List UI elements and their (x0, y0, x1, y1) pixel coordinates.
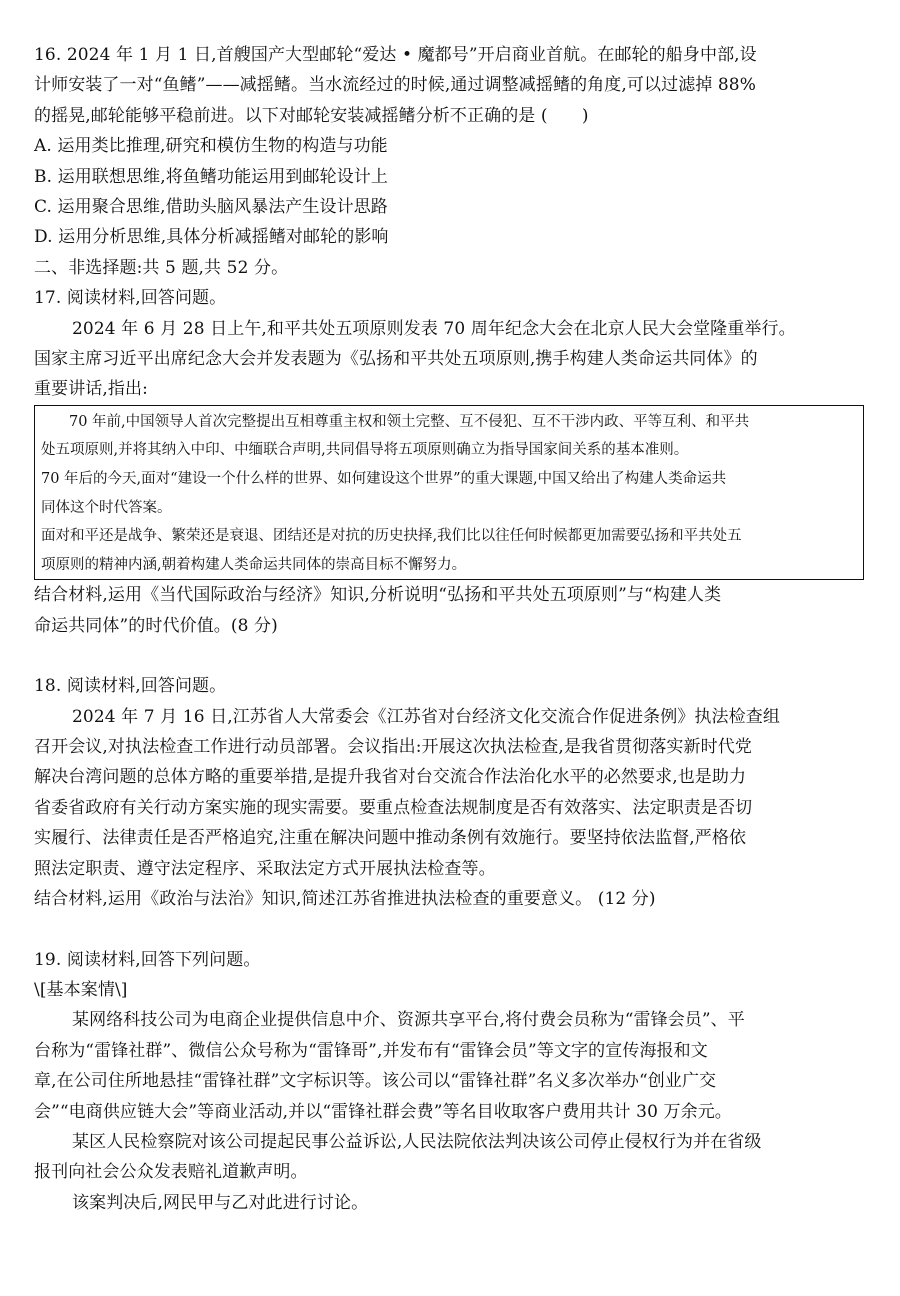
quote-line: 同体这个时代答案。 (41, 499, 172, 516)
spacer (34, 915, 876, 945)
q16-stem-line: 的摇晃,邮轮能够平稳前进。以下对邮轮安装减摇鳍分析不正确的是 ( ) (34, 105, 589, 126)
question-16 (34, 40, 876, 253)
q16-option-b: B. 运用联想思维,将鱼鳍功能运用到邮轮设计上 (34, 166, 389, 187)
quote-line: 项原则的精神内涵,朝着构建人类命运共同体的崇高目标不懈努力。 (41, 556, 467, 573)
q19-heading: 19. 阅读材料,回答下列问题。 (34, 949, 261, 970)
exam-page (34, 40, 876, 1218)
q18-material-line: 实履行、法律责任是否严格追究,注重在解决问题中推动条例有效施行。要坚持依法监督,严格依 (34, 828, 747, 849)
question-18 (34, 671, 876, 914)
q18-task-line: 结合材料,运用《政治与法治》知识,简述江苏省推进执法检查的重要意义。 (12 分) (34, 889, 656, 910)
q19-case-line: 该案判决后,网民甲与乙对此进行讨论。 (72, 1192, 369, 1213)
q16-stem-line: 16. 2024 年 1 月 1 日,首艘国产大型邮轮“爱达 • 魔都号”开启商业首航。在邮轮的船身中部,设 (34, 45, 757, 65)
q19-case-line: 某区人民检察院对该公司提起民事公益诉讼,人民法院依法判决该公司停止侵权行为并在省级 (72, 1131, 762, 1152)
q18-material-line: 召开会议,对执法检查工作进行动员部署。会议指出:开展这次执法检查,是我省贯彻落实新时代党 (34, 737, 752, 758)
q19-case-line: 某网络科技公司为电商企业提供信息中介、资源共享平台,将付费会员称为“雷锋会员”、平 (72, 1010, 745, 1031)
question-19 (34, 945, 876, 1219)
q19-case-line: 报刊向社会公众发表赔礼道歉声明。 (34, 1162, 308, 1183)
q16-option-a: A. 运用类比推理,研究和模仿生物的构造与功能 (34, 136, 388, 157)
q19-case-line: 会”“电商供应链大会”等商业活动,并以“雷锋社群会费”等名目收取客户费用共计 30 万余元。 (34, 1101, 732, 1122)
question-17 (34, 283, 876, 641)
quote-line: 面对和平还是战争、繁荣还是衰退、团结还是对抗的历史抉择,我们比以往任何时候都更加需要弘扬和平共处五 (41, 528, 742, 545)
q19-case-line: 章,在公司住所地悬挂“雷锋社群”文字标识等。该公司以“雷锋社群”名义多次举办“创业广交 (34, 1071, 717, 1092)
q16-stem-line: 计师安装了一对“鱼鳍”——减摇鳍。当水流经过的时候,通过调整减摇鳍的角度,可以过滤掉 88% (34, 75, 756, 96)
quote-line: 70 年前,中国领导人首次完整提出互相尊重主权和领土完整、互不侵犯、互不干涉内政、平等互利、和平共 (69, 413, 750, 430)
quote-line: 70 年后的今天,面对“建设一个什么样的世界、如何建设这个世界”的重大课题,中国又给出了构建人类命运共 (41, 471, 727, 488)
q16-option-d: D. 运用分析思维,具体分析减摇鳍对邮轮的影响 (34, 227, 389, 248)
q17-task-line: 结合材料,运用《当代国际政治与经济》知识,分析说明“弘扬和平共处五项原则”与“构建人类 (34, 585, 722, 606)
q17-quote-box (34, 405, 864, 581)
q18-heading: 18. 阅读材料,回答问题。 (34, 676, 227, 697)
q19-case-line: 台称为“雷锋社群”、微信公众号称为“雷锋哥”,并发布有“雷锋会员”等文字的宣传海报和文 (34, 1040, 708, 1061)
q18-material-line: 解决台湾问题的总体方略的重要举措,是提升我省对台交流合作法治化水平的必然要求,也是助力 (34, 767, 747, 788)
q17-heading: 17. 阅读材料,回答问题。 (34, 288, 227, 309)
q17-task-line: 命运共同体”的时代价值。(8 分) (34, 615, 278, 636)
q18-material-line: 2024 年 7 月 16 日,江苏省人大常委会《江苏省对台经济文化交流合作促进条例》执法检查组 (72, 706, 780, 727)
q19-case-label: \[基本案情\] (34, 979, 128, 1000)
spacer (34, 641, 876, 671)
q18-material-line: 照法定职责、遵守法定程序、采取法定方式开展执法检查等。 (34, 858, 496, 879)
q17-material-line: 国家主席习近平出席纪念大会并发表题为《弘扬和平共处五项原则,携手构建人类命运共同体》的 (34, 349, 758, 370)
q18-material-line: 省委省政府有关行动方案实施的现实需要。要重点检查法规制度是否有效落实、法定职责是否切 (34, 797, 753, 818)
q16-option-c: C. 运用聚合思维,借助头脑风暴法产生设计思路 (34, 197, 388, 218)
q17-material-line: 重要讲话,指出: (34, 379, 148, 400)
q17-material-line: 2024 年 6 月 28 日上午,和平共处五项原则发表 70 周年纪念大会在北京人民大会堂隆重举行。 (72, 318, 796, 339)
section-heading: 二、非选择题:共 5 题,共 52 分。 (34, 257, 289, 278)
quote-line: 处五项原则,并将其纳入中印、中缅联合声明,共同倡导将五项原则确立为指导国家间关系的基本准则。 (41, 442, 689, 459)
